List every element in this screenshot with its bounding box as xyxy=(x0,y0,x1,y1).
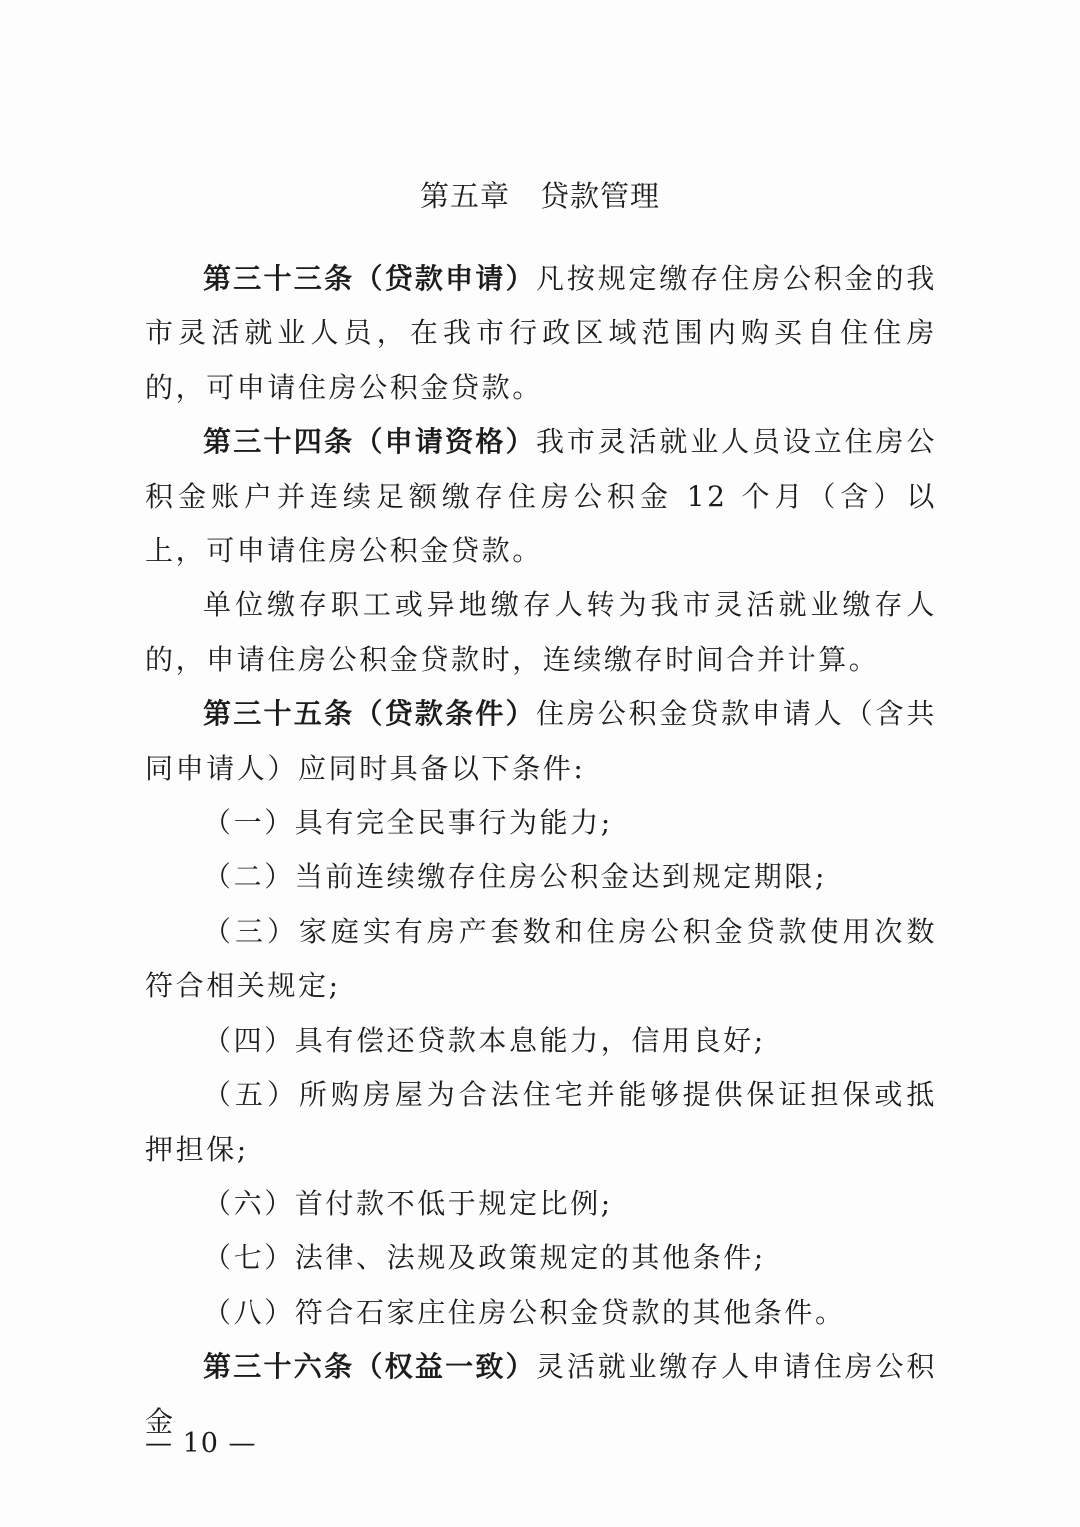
article-text: 灵活就业缴存人申请住房公积金 xyxy=(145,1350,937,1438)
condition-item: （二）当前连续缴存住房公积金达到规定期限; xyxy=(203,860,828,894)
article-text: 我市灵活就业人员设立住房公积金账户并连续足额缴存住房公积金 12 个月（含）以上，可申请住房公积金贷款。 xyxy=(145,425,937,568)
article-33 xyxy=(145,252,937,415)
article-34-paragraph-2: 单位缴存职工或异地缴存人转为我市灵活就业缴存人的，申请住房公积金贷款时，连续缴存时间合并计算。 xyxy=(145,588,937,676)
condition-item: （六）首付款不低于规定比例; xyxy=(203,1186,613,1220)
condition-item: （四）具有偿还贷款本息能力，信用良好; xyxy=(203,1023,766,1057)
condition-item: （五）所购房屋为合法住宅并能够提供保证担保或抵押担保; xyxy=(145,1078,937,1166)
article-34 xyxy=(145,415,937,578)
chapter-number: 第五章 xyxy=(419,179,510,213)
article-35 xyxy=(145,687,937,796)
condition-item: （三）家庭实有房产套数和住房公积金贷款使用次数符合相关规定; xyxy=(145,914,937,1003)
chapter-title xyxy=(0,170,1080,222)
chapter-name: 贷款管理 xyxy=(540,179,661,213)
article-heading: 第三十六条（权益一致） xyxy=(203,1350,536,1384)
condition-item: （一）具有完全民事行为能力; xyxy=(203,806,613,840)
article-heading: 第三十五条（贷款条件） xyxy=(203,697,536,731)
article-36 xyxy=(145,1340,937,1449)
condition-item: （八）符合石家庄住房公积金贷款的其他条件。 xyxy=(203,1295,846,1329)
article-text: 凡按规定缴存住房公积金的我市灵活就业人员，在我市行政区域范围内购买自住住房的，可申请住房公积金贷款。 xyxy=(145,262,937,404)
article-heading: 第三十三条（贷款申请） xyxy=(203,262,536,295)
page-number: — 10 — xyxy=(145,1428,257,1459)
document-body xyxy=(145,252,937,1449)
article-text: 住房公积金贷款申请人（含共同申请人）应同时具备以下条件: xyxy=(145,697,937,785)
condition-item: （七）法律、法规及政策规定的其他条件; xyxy=(203,1241,766,1275)
article-heading: 第三十四条（申请资格） xyxy=(203,425,536,459)
